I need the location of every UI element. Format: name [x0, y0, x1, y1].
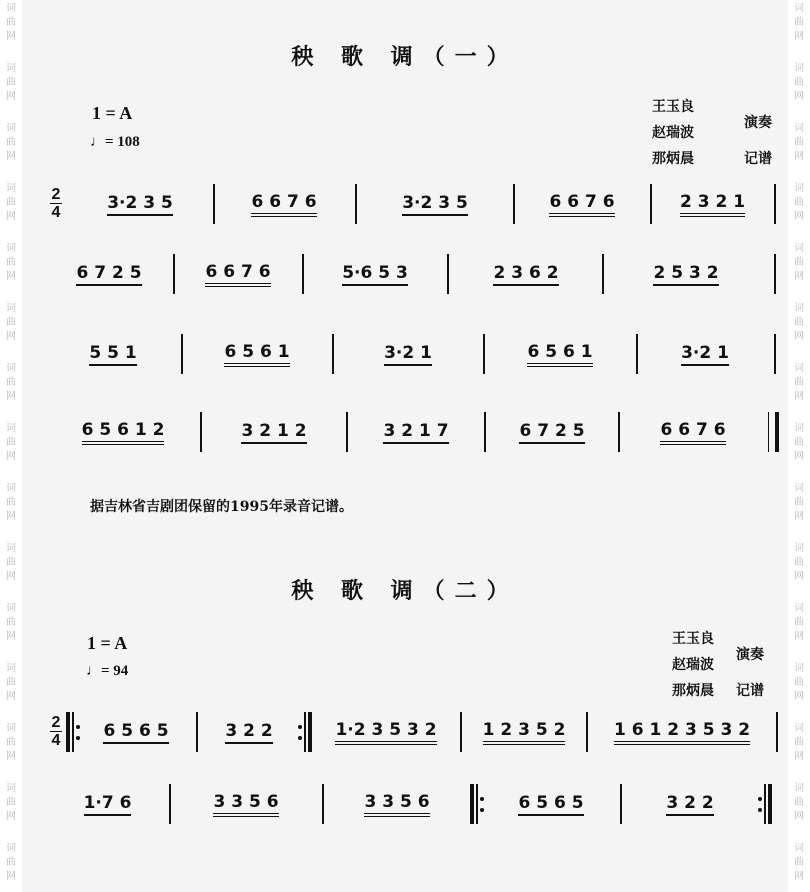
measure: 1·2 3 5 3 2 — [316, 710, 456, 754]
left-watermark-strip — [0, 0, 23, 892]
piece-2-performers: 王玉良 赵瑞波 — [672, 631, 714, 673]
time-signature: 2 4 — [51, 186, 61, 221]
measure: 6 6 7 6 — [178, 252, 298, 296]
measure: 2 3 6 2 — [452, 252, 600, 296]
watermark-text: 词曲网 — [794, 303, 804, 342]
piece-1-credits — [652, 94, 782, 178]
measure: 3·2 1 — [640, 332, 770, 376]
watermark-text: 词曲网 — [6, 663, 16, 702]
piece-2-role-transcribe: 记谱 — [736, 683, 764, 699]
measure: 3 2 2 — [625, 782, 755, 826]
piece-2-title: 秧 歌 调（二） — [291, 578, 519, 604]
watermark-text: 词曲网 — [6, 723, 16, 762]
time-signature: 2 4 — [51, 714, 61, 749]
measure: 5 5 1 — [50, 332, 176, 376]
measure: 3 3 5 6 — [327, 782, 467, 826]
piece-1-line-2 — [50, 252, 780, 302]
repeat-end-start-sign — [298, 712, 314, 752]
piece-1-performers: 王玉良 赵瑞波 — [652, 99, 694, 141]
measure: 3 2 2 — [201, 710, 297, 754]
piece-1-line-4 — [50, 410, 780, 460]
watermark-text: 词曲网 — [794, 363, 804, 402]
measure: 3·2 3 5 — [360, 182, 510, 226]
watermark-text: 词曲网 — [6, 783, 16, 822]
measure: 6 6 7 6 — [623, 410, 763, 454]
watermark-text: 词曲网 — [794, 3, 804, 42]
measure: 6 5 6 1 — [488, 332, 632, 376]
piece-2-transcriber: 那炳晨 — [672, 683, 714, 699]
piece-2-credits — [672, 626, 782, 710]
watermark-text: 词曲网 — [6, 3, 16, 42]
measure: 3·2 3 5 — [70, 182, 210, 226]
measure: 1 2 3 5 2 — [464, 710, 584, 754]
watermark-text: 词曲网 — [6, 63, 16, 102]
piece-1-key: 1 = A — [92, 103, 133, 123]
watermark-text: 词曲网 — [794, 243, 804, 282]
piece-2-role-perform: 演奏 — [736, 647, 764, 663]
watermark-text: 词曲网 — [6, 303, 16, 342]
piece-1-title: 秧 歌 调（一） — [291, 44, 519, 70]
measure: 6 7 2 5 — [50, 252, 168, 296]
watermark-text: 词曲网 — [794, 183, 804, 222]
measure: 6 5 6 1 — [186, 332, 328, 376]
watermark-text: 词曲网 — [6, 363, 16, 402]
measure: 1 6 1 2 3 5 3 2 — [590, 710, 774, 754]
measure: 2 3 2 1 — [655, 182, 770, 226]
measure: 6 5 6 1 2 — [50, 410, 196, 454]
measure: 6 5 6 5 — [486, 782, 616, 826]
measure: 6 6 7 6 — [518, 182, 646, 226]
watermark-text: 词曲网 — [6, 603, 16, 642]
watermark-text: 词曲网 — [794, 63, 804, 102]
piece-1-line-1 — [50, 182, 780, 232]
watermark-text: 词曲网 — [794, 123, 804, 162]
measure: 1·7 6 — [50, 782, 165, 826]
watermark-text: 词曲网 — [6, 483, 16, 522]
piece-2-line-2 — [50, 782, 780, 832]
watermark-text: 词曲网 — [6, 123, 16, 162]
measure: 3·2 1 — [337, 332, 479, 376]
source-note: 据吉林省吉剧团保留的1995年录音记谱。 — [90, 499, 353, 515]
repeat-end-sign — [758, 784, 774, 824]
watermark-text: 词曲网 — [794, 543, 804, 582]
watermark-text: 词曲网 — [794, 783, 804, 822]
piece-1-role-transcribe: 记谱 — [744, 151, 772, 167]
watermark-text: 词曲网 — [794, 723, 804, 762]
measure: 6 7 2 5 — [489, 410, 615, 454]
watermark-text: 词曲网 — [6, 843, 16, 882]
piece-1-line-3 — [50, 332, 780, 382]
watermark-text: 词曲网 — [6, 543, 16, 582]
repeat-start-sign — [470, 784, 484, 824]
watermark-text: 词曲网 — [794, 603, 804, 642]
measure: 5·6 5 3 — [306, 252, 444, 296]
watermark-text: 词曲网 — [6, 183, 16, 222]
piece-2-line-1 — [50, 710, 780, 760]
repeat-start-sign — [66, 712, 80, 752]
right-watermark-strip — [787, 0, 810, 892]
watermark-text: 词曲网 — [794, 423, 804, 462]
watermark-text: 词曲网 — [6, 243, 16, 282]
watermark-text: 词曲网 — [6, 423, 16, 462]
measure: 3 3 5 6 — [174, 782, 318, 826]
watermark-text: 词曲网 — [794, 663, 804, 702]
watermark-text: 词曲网 — [794, 843, 804, 882]
measure: 2 5 3 2 — [606, 252, 766, 296]
piece-2-key: 1 = A — [87, 633, 128, 653]
piece-1-tempo: ♩= 108 — [90, 134, 140, 150]
piece-1-transcriber: 那炳晨 — [652, 151, 694, 167]
measure: 3 2 1 7 — [351, 410, 481, 454]
piece-1-role-perform: 演奏 — [744, 115, 772, 131]
measure: 3 2 1 2 — [205, 410, 343, 454]
watermark-text: 词曲网 — [794, 483, 804, 522]
measure: 6 6 7 6 — [218, 182, 350, 226]
measure: 6 5 6 5 — [80, 710, 192, 754]
piece-2-tempo: ♩= 94 — [86, 663, 129, 679]
